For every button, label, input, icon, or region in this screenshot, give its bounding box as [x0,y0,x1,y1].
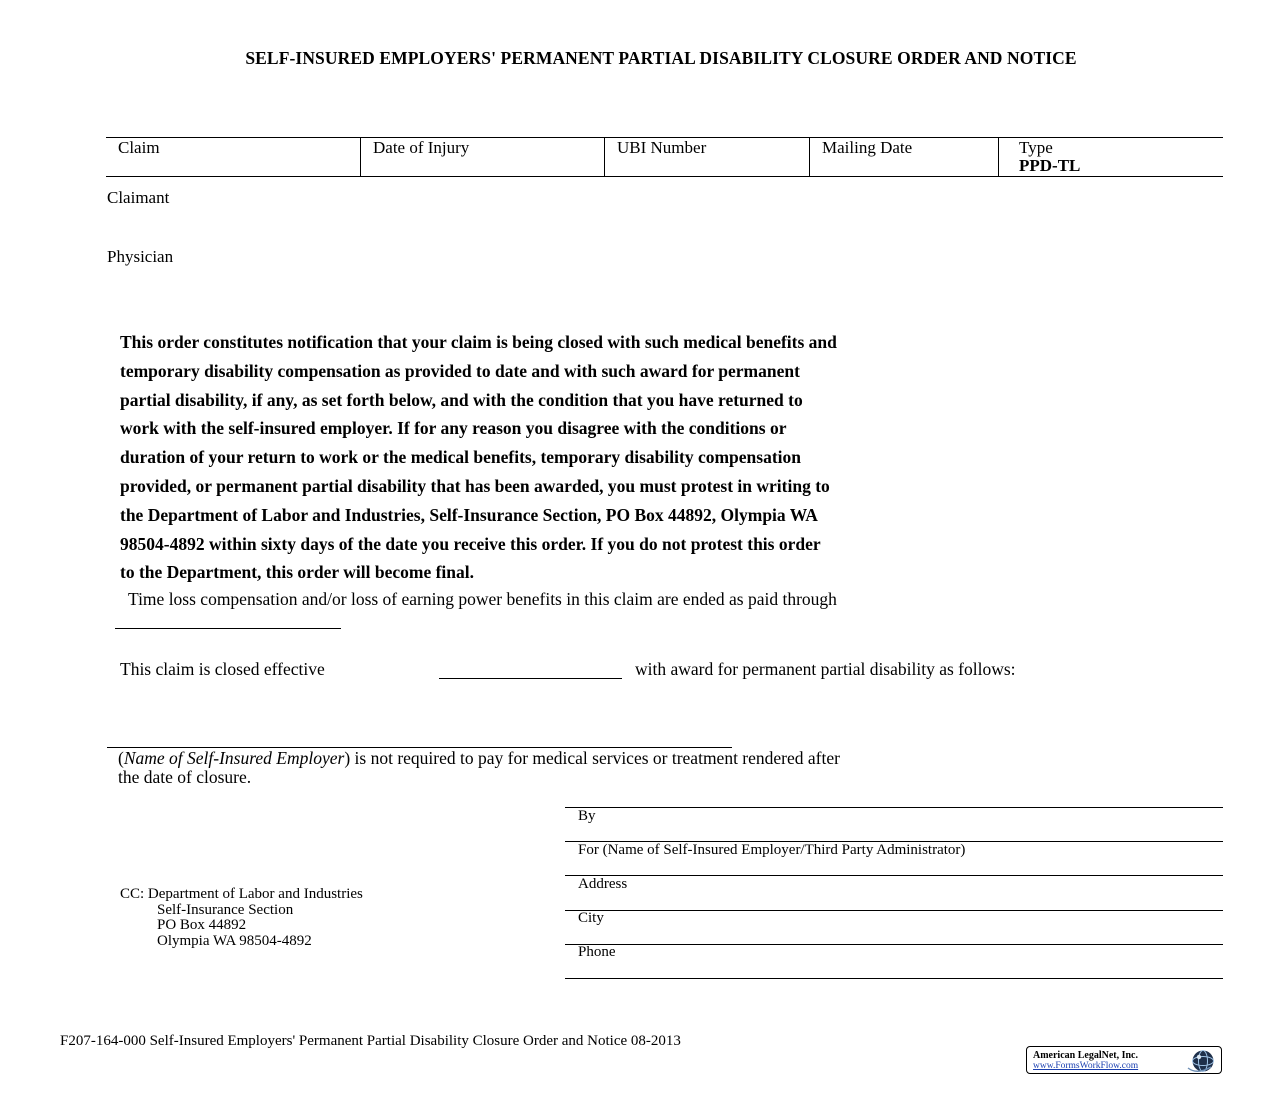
city-field[interactable] [620,910,1220,942]
claim-label: Claim [118,138,160,157]
mailing-date-cell[interactable] [810,138,999,176]
open-paren: ( [118,748,124,768]
notice-line: temporary disability compensation as provided to date and with such award for permanent [120,360,800,381]
physician-field[interactable] [210,241,1220,267]
for-field[interactable] [578,858,1220,874]
date-of-injury-label: Date of Injury [373,138,470,157]
form-footer: F207-164-000 Self-Insured Employers' Permanent Partial Disability Closure Order and Notice 08-2013 [60,1033,681,1049]
type-label: Type [1019,138,1053,157]
date-of-injury-cell[interactable] [361,138,605,176]
claimant-label: Claimant [107,188,170,207]
time-loss-text: Time loss compensation and/or loss of earning power benefits in this claim are ended as paid through [128,589,837,609]
globe-icon [1184,1048,1218,1074]
cc-line: PO Box 44892 [157,917,247,933]
for-label: For (Name of Self-Insured Employer/Third Party Administrator) [578,842,966,858]
type-value: PPD-TL [1019,156,1081,175]
claimant-field[interactable] [200,182,1220,208]
award-text: with award for permanent partial disability as follows: [635,659,1016,679]
notice-line: This order constitutes notification that your claim is being closed with such medical benefits and [120,332,837,352]
by-field[interactable] [610,808,1220,840]
time-loss-paid-through-field[interactable] [115,628,341,629]
notice-paragraph [120,328,1180,587]
phone-field[interactable] [635,944,1220,976]
notice-line: to the Department, this order will become final. [120,562,474,583]
employer-statement [118,749,840,787]
mailing-date-label: Mailing Date [822,138,913,157]
claim-header-table [106,137,1223,177]
employer-name-placeholder: Name of Self-Insured Employer [123,748,345,768]
cc-block [120,887,363,949]
employer-statement-line2: the date of closure. [118,767,252,787]
form-title: SELF-INSURED EMPLOYERS' PERMANENT PARTIAL DISABILITY CLOSURE ORDER AND NOTICE [245,48,1077,68]
physician-label: Physician [107,247,174,266]
notice-line: provided, or permanent partial disability that has been awarded, you must protest in writing to [120,475,830,496]
phone-label: Phone [578,944,616,960]
notice-line: partial disability, if any, as set forth below, and with the condition that you have returned to [120,389,803,410]
american-legalnet-logo[interactable] [1026,1046,1222,1074]
ubi-number-label: UBI Number [617,138,707,157]
signature-divider [565,978,1223,979]
employer-statement-line1: ) is not required to pay for medical services or treatment rendered after [344,748,840,768]
cc-line: CC: Department of Labor and Industries [120,886,363,902]
logo-url-link[interactable]: www.FormsWorkFlow.com [1033,1061,1139,1071]
ubi-number-cell[interactable] [605,138,810,176]
address-field[interactable] [650,876,1220,908]
by-label: By [578,808,596,824]
cc-line: Self-Insurance Section [157,901,294,918]
notice-line: the Department of Labor and Industries, Self-Insurance Section, PO Box 44892, Olympia WA [120,504,818,525]
notice-line: 98504-4892 within sixty days of the date you receive this order. If you do not protest this order [120,533,821,554]
claim-cell[interactable] [106,138,361,176]
notice-line: work with the self-insured employer. If for any reason you disagree with the conditions or [120,418,787,439]
type-cell [999,138,1223,176]
closed-effective-date-field[interactable] [439,678,622,679]
closed-effective-text: This claim is closed effective [120,659,325,679]
city-label: City [578,910,604,926]
address-label: Address [578,876,628,892]
logo-company-name: American LegalNet, Inc. [1033,1050,1138,1061]
cc-line: Olympia WA 98504-4892 [157,932,312,949]
notice-line: duration of your return to work or the medical benefits, temporary disability compensation [120,447,802,468]
